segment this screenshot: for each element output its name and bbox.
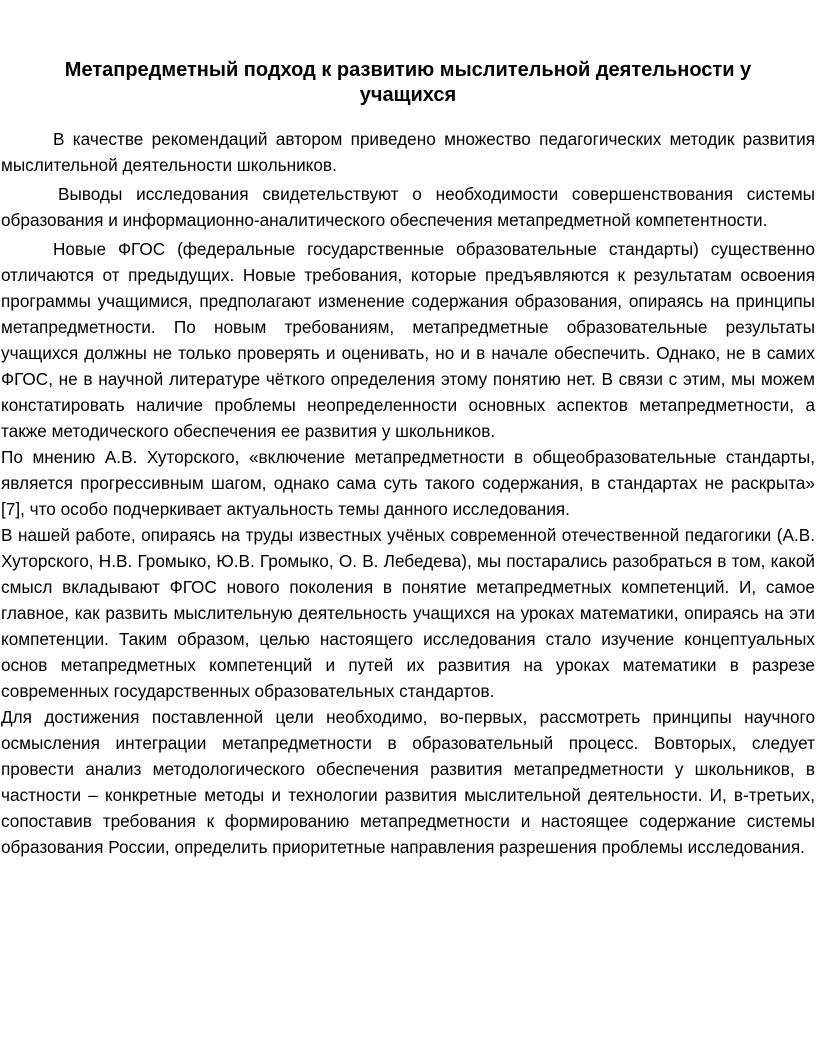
paragraph-conclusions: Выводы исследования свидетельствуют о необходимости совершенствования системы образования и информационно-аналитического обеспечения метапредметной компетентности. (1, 184, 815, 230)
paragraph-research-tasks: Для достижения поставленной цели необходимо, во-первых, рассмотреть принципы научного осмысления интеграции метапредметности в образовательный процесс. Вовторых, следует провести анализ методологического обеспечения развития метапредметности у школьников, в частности – конкретные методы и технологии развития мыслительной деятельности. И, в-третьих, сопоставив требования к формированию метапредметности и настоящее содержание системы образования России, определить приоритетные направления разрешения проблемы исследования. (1, 707, 815, 857)
paragraph-our-work: В нашей работе, опираясь на труды известных учёных современной отечественной педагогики (А.В. Хуторского, Н.В. Громыко, Ю.В. Громыко, О. В. Лебедева), мы постарались разобраться в том, какой смысл вкладывают ФГОС нового поколения в понятие метапредметных компетенций. И, самое главное, как развить мыслительную деятельность учащихся на уроках математики, опираясь на эти компетенции. Таким образом, целью настоящего исследования стало изучение концептуальных основ метапредметных компетенций и путей их развития на уроках математики в разрезе современных государственных образовательных стандартов. (1, 525, 815, 701)
document-title: Метапредметный подход к развитию мыслительной деятельности у учащихся (64, 59, 752, 106)
document-body (1, 126, 815, 860)
paragraph-recommendations: В качестве рекомендаций автором приведено множество педагогических методик развития мыслительной деятельности школьников. (1, 129, 815, 175)
paragraph-khutorskoy-opinion: По мнению А.В. Хуторского, «включение метапредметности в общеобразовательные стандарты, является прогрессивным шагом, однако сама суть такого содержания, в стандартах не раскрыта» [7], что особо подчеркивает актуальность темы данного исследования. (1, 447, 815, 519)
paragraph-new-fgos: Новые ФГОС (федеральные государственные образовательные стандарты) существенно отличаются от предыдущих. Новые требования, которые предъявляются к результатам освоения программы учащимися, предполагают изменение содержания образования, опираясь на принципы метапредметности. По новым требованиям, метапредметные образовательные результаты учащихся должны не только проверять и оценивать, но и в начале обеспечить. Однако, не в самих ФГОС, не в научной литературе чёткого определения этому понятию нет. В связи с этим, мы можем констатировать наличие проблемы неопределенности основных аспектов метапредметности, а также методического обеспечения ее развития у школьников. (1, 239, 815, 441)
